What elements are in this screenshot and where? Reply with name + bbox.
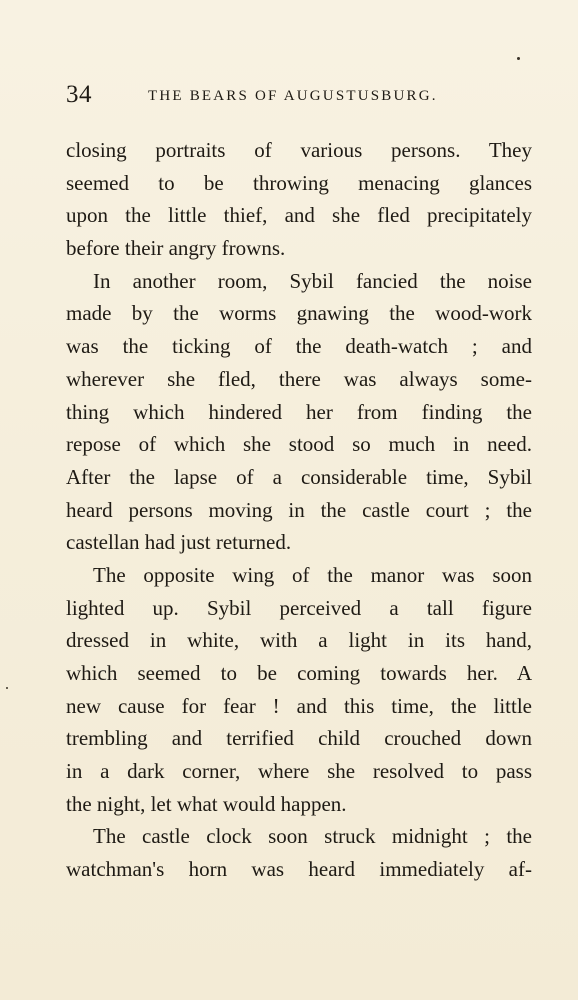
text-line: before their angry frowns. [66,236,286,261]
text-line: trembling and terrified child crouched down [66,726,532,751]
body-text [66,134,532,886]
text-line: seemed to be throwing menacing glances [66,170,532,195]
text-line: which seemed to be coming towards her. A [66,661,532,685]
text-line: closing portraits of various persons. They [66,138,532,162]
text-line: castellan had just returned. [66,530,292,555]
running-title: THE BEARS OF AUGUSTUSBURG. [148,88,438,104]
text-line: new cause for fear ! and this time, the little [66,693,532,718]
text-line: watchman's horn was heard immediately af- [66,857,532,882]
text-line: was the ticking of the death-watch ; and [66,334,532,359]
text-line: repose of which she stood so much in need. [66,432,532,457]
text-line: lighted up. Sybil perceived a tall figure [66,595,532,620]
text-line: wherever she fled, there was always some- [66,366,532,391]
ink-speck [6,687,8,689]
text-line: upon the little thief, and she fled precipitately [66,203,532,228]
text-line: heard persons moving in the castle court ; the [66,497,532,522]
text-line: the night, let what would happen. [66,791,347,816]
paragraph-start-line: In another room, Sybil fancied the noise [93,268,532,293]
page-header [66,80,536,110]
text-line: in a dark corner, where she resolved to pass [66,759,532,784]
text-line: made by the worms gnawing the wood-work [66,301,532,326]
page-number: 34 [66,81,92,108]
text-line: dressed in white, with a light in its hand, [66,628,532,653]
ink-speck [517,57,520,60]
paragraph-start-line: The opposite wing of the manor was soon [93,562,532,587]
text-line: thing which hindered her from finding the [66,399,532,424]
paragraph-start-line: The castle clock soon struck midnight ; the [93,824,532,849]
text-line: After the lapse of a considerable time, Sybil [66,464,532,489]
